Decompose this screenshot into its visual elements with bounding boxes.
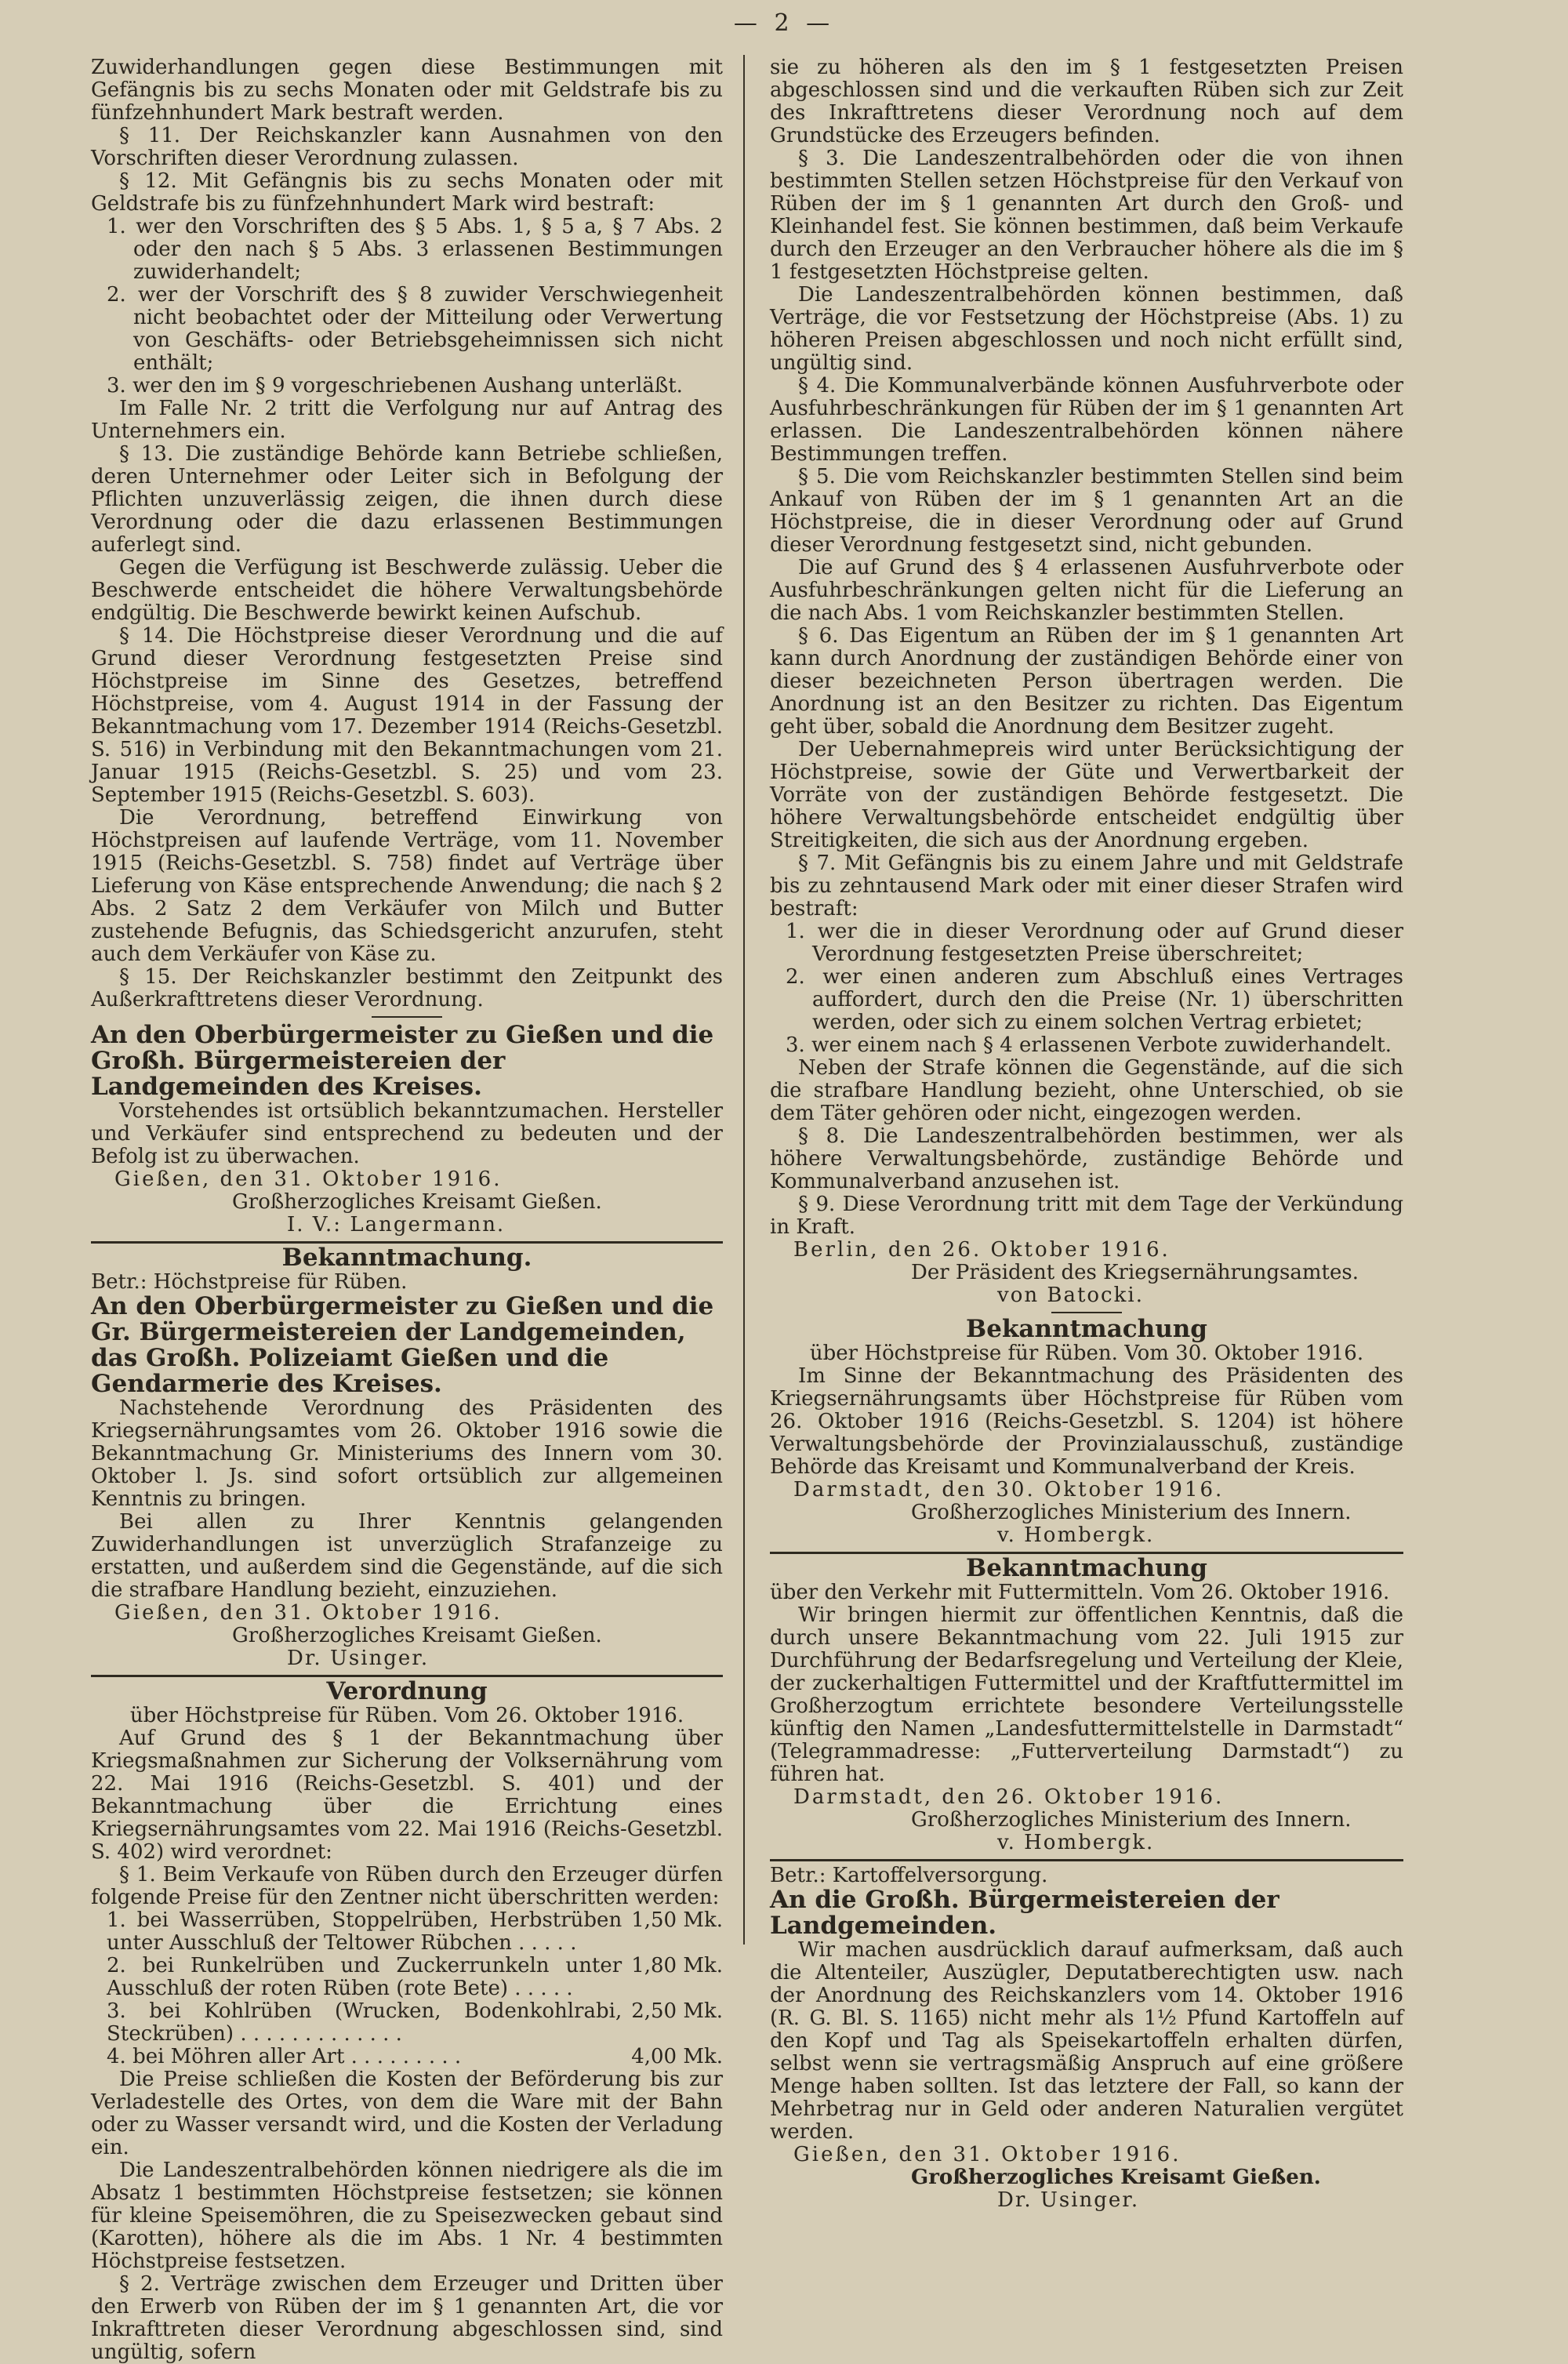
paragraph: Die Verordnung, betreffend Einwirkung von Höchstpreisen auf laufende Verträge, vom 11. November 1915 (Reichs-Gesetzbl. S. 758) findet auf Verträge über Lieferung von Käse entsprechende Anwendung; die nach § 2 Abs. 2 Satz 2 dem Verkäufer von Milch und Butter zustehende Befugnis, das Schiedsgericht anzurufen, steht auch dem Verkäufer von Käse zu. xyxy=(91,806,723,966)
price-row xyxy=(91,1909,723,1955)
notice-subtitle: über Höchstpreise für Rüben. Vom 30. Oktober 1916. xyxy=(809,1342,1364,1365)
paragraph: Vorstehendes ist ortsüblich bekanntzumachen. Hersteller und Verkäufer sind entsprechend zu bedeuten und der Befolg ist zu überwachen. xyxy=(91,1099,723,1168)
signature-office: Großherzogliches Kreisamt Gießen. xyxy=(232,1190,602,1214)
paragraph: Die Landeszentralbehörden können bestimmen, daß Verträge, die vor Festsetzung der Höchstpreise (Abs. 1) zu höheren Preisen abgeschlossen und noch nicht erfüllt sind, ungültig sind. xyxy=(770,283,1403,375)
paragraph: Nachstehende Verordnung des Präsidenten des Kriegsernährungsamtes vom 26. Oktober 1916 sowie die Bekanntmachung Gr. Ministeriums des Innern vom 30. Oktober l. Js. sind sofort ortsüblich zur allgemeinen Kenntnis zu bringen. xyxy=(91,1396,723,1511)
paragraph: Neben der Strafe können die Gegenstände, auf die sich die strafbare Handlung bezieht, ohne Unterschied, ob sie dem Täter gehören oder nicht, eingezogen werden. xyxy=(770,1056,1403,1125)
signature-date: Darmstadt, den 30. Oktober 1916. xyxy=(793,1478,1225,1502)
right-column xyxy=(770,56,1403,2212)
list-item: 3. wer den im § 9 vorgeschriebenen Aushang unterläßt. xyxy=(107,374,683,398)
paragraph: Die Preise schließen die Kosten der Beförderung bis zur Verladestelle des Ortes, von dem die Ware mit der Bahn oder zu Wasser versandt wird, und die Kosten der Verladung ein. xyxy=(91,2068,723,2159)
paragraph-section-3: § 3. Die Landeszentralbehörden oder die von ihnen bestimmten Stellen setzen Höchstpreise für den Verkauf von Rüben der im § 1 genannten Art durch den Groß- und Kleinhandel fest. Sie können bestimmen, daß beim Verkaufe durch den Erzeuger an den Verbraucher höhere als die im § 1 festgesetzten Höchstpreise gelten. xyxy=(770,147,1403,284)
notice-title: Bekanntmachung. xyxy=(281,1244,532,1272)
subject-line: Betr.: Höchstpreise für Rüben. xyxy=(91,1270,408,1294)
paragraph: sie zu höheren als den im § 1 festgesetzten Preisen abgeschlossen sind und die verkauften Rüben sich zur Zeit des Inkrafttretens dieser Verordnung noch auf dem Grundstücke des Erzeugers befinden. xyxy=(770,56,1403,147)
paragraph: Zuwiderhandlungen gegen diese Bestimmungen mit Gefängnis bis zu sechs Monaten oder mit Geldstrafe bis zu fünfzehnhundert Mark bestraft werden. xyxy=(91,56,723,125)
paragraph-section-13: § 13. Die zuständige Behörde kann Betriebe schließen, deren Unternehmer oder Leiter sich in Befolgung der Pflichten unzuverlässig zeigen, die ihnen durch diese Verordnung oder die dazu erlassenen Bestimmungen auferlegt sind. xyxy=(91,442,723,557)
price-value: 4,00 Mk. xyxy=(631,2045,723,2068)
signature-name: Dr. Usinger. xyxy=(287,1647,430,1670)
divider xyxy=(1051,1312,1122,1313)
notice-title: Bekanntmachung xyxy=(966,1554,1207,1582)
signature-date: Berlin, den 26. Oktober 1916. xyxy=(793,1238,1171,1262)
list-item: 1. wer den Vorschriften des § 5 Abs. 1, § 5 a, § 7 Abs. 2 oder den nach § 5 Abs. 3 erlassenen Bestimmungen zuwiderhandelt; xyxy=(107,215,723,284)
address-heading: An die Großh. Bürgermeistereien der Landgemeinden. xyxy=(770,1886,1279,1940)
paragraph-section-7: § 7. Mit Gefängnis bis zu einem Jahre und mit Geldstrafe bis zu zehntausend Mark oder mit einer dieser Strafen wird bestraft: xyxy=(770,852,1403,921)
price-label: 4. bei Möhren aller Art . . . . . . . . . xyxy=(107,2045,462,2068)
price-row xyxy=(91,1955,723,2000)
price-value: 1,80 Mk. xyxy=(631,1954,723,1977)
list-item: 1. wer die in dieser Verordnung oder auf Grund dieser Verordnung festgesetzten Preise überschreitet; xyxy=(786,920,1403,966)
paragraph: Im Falle Nr. 2 tritt die Verfolgung nur auf Antrag des Unternehmers ein. xyxy=(91,397,723,443)
address-heading: An den Oberbürgermeister zu Gießen und die Gr. Bürgermeistereien der Landgemeinden, das Großh. Polizeiamt Gießen und die Gendarmerie des Kreises. xyxy=(91,1292,714,1398)
paragraph-section-5: § 5. Die vom Reichskanzler bestimmten Stellen sind beim Ankauf von Rüben der im § 1 genannten Art an die Höchstpreise, die in dieser Verordnung oder auf Grund dieser Verordnung festgesetzt sind, nicht gebunden. xyxy=(770,465,1403,557)
paragraph: Auf Grund des § 1 der Bekanntmachung über Kriegsmaßnahmen zur Sicherung der Volksernährung vom 22. Mai 1916 (Reichs-Gesetzbl. S. 401) und der Bekanntmachung über die Errichtung eines Kriegsernährungsamtes vom 22. Mai 1916 (Reichs-Gesetzbl. S. 402) wird verordnet: xyxy=(91,1727,723,1864)
address-heading: An den Oberbürgermeister zu Gießen und die Großh. Bürgermeistereien der Landgemeinden des Kreises. xyxy=(91,1021,714,1101)
signature-name: v. Hombergk. xyxy=(997,1523,1155,1547)
list-item: 2. wer der Vorschrift des § 8 zuwider Verschwiegenheit nicht beobachtet oder der Mitteilung oder Verwertung von Geschäfts- oder Betriebsgeheimnissen sich nicht enthält; xyxy=(107,283,723,375)
paragraph: Im Sinne der Bekanntmachung des Präsidenten des Kriegsernährungsamts über Höchstpreise für Rüben vom 26. Oktober 1916 (Reichs-Gesetzbl. S. 1204) ist höhere Verwaltungsbehörde der Provinzialausschuß, zuständige Behörde das Kreisamt und Kommunalverband der Kreis. xyxy=(770,1364,1403,1479)
divider xyxy=(770,1859,1403,1861)
paragraph-section-11: § 11. Der Reichskanzler kann Ausnahmen von den Vorschriften dieser Verordnung zulassen. xyxy=(91,124,723,170)
signature-name: Dr. Usinger. xyxy=(997,2188,1140,2212)
paragraph-section-15: § 15. Der Reichskanzler bestimmt den Zeitpunkt des Außerkrafttretens dieser Verordnung. xyxy=(91,965,723,1011)
paragraph: Die Landeszentralbehörden können niedrigere als die im Absatz 1 bestimmten Höchstpreise festsetzen; sie können für kleine Speisemöhren, die zu Speisezwecken gebaut sind (Karotten), höhere als die im Abs. 1 Nr. 4 bestimmten Höchstpreise festsetzen. xyxy=(91,2159,723,2273)
signature-name: v. Hombergk. xyxy=(997,1831,1155,1854)
price-label: 3. bei Kohlrüben (Wrucken, Bodenkohlrabi, Steckrüben) . . . . . . . . . . . . . xyxy=(107,1999,622,2046)
paragraph: Die auf Grund des § 4 erlassenen Ausfuhrverbote oder Ausfuhrbeschränkungen gelten nicht für die Lieferung an die nach Abs. 1 vom Reichskanzler bestimmten Stellen. xyxy=(770,556,1403,625)
paragraph: Bei allen zu Ihrer Kenntnis gelangenden Zuwiderhandlungen ist unverzüglich Strafanzeige zu erstatten, und außerdem sind die Gegenstände, auf die sich die strafbare Handlung bezieht, einzuziehen. xyxy=(91,1510,723,1602)
paragraph-section-8: § 8. Die Landeszentralbehörden bestimmen, wer als höhere Verwaltungsbehörde, zuständige Behörde und Kommunalverband anzusehen ist. xyxy=(770,1124,1403,1193)
signature-office: Der Präsident des Kriegsernährungsamtes. xyxy=(911,1261,1359,1284)
notice-title: Bekanntmachung xyxy=(966,1315,1207,1343)
paragraph-section-4: § 4. Die Kommunalverbände können Ausfuhrverbote oder Ausfuhrbeschränkungen für Rüben der im § 1 genannten Art erlassen. Die Landeszentralbehörden können nähere Bestimmungen treffen. xyxy=(770,374,1403,466)
paragraph-section-14: § 14. Die Höchstpreise dieser Verordnung und die auf Grund dieser Verordnung festgesetzten Preise sind Höchstpreise im Sinne des Gesetzes, betreffend Höchstpreise, vom 4. August 1914 in der Fassung der Bekanntmachung vom 17. Dezember 1914 (Reichs-Gesetzbl. S. 516) in Verbindung mit den Bekanntmachungen vom 21. Januar 1915 (Reichs-Gesetzbl. S. 25) und vom 23. September 1915 (Reichs-Gesetzbl. S. 603). xyxy=(91,624,723,807)
notice-subtitle: über den Verkehr mit Futtermitteln. Vom 26. Oktober 1916. xyxy=(770,1581,1390,1604)
list-item: 3. wer einem nach § 4 erlassenen Verbote zuwiderhandelt. xyxy=(786,1033,1392,1057)
signature-date: Darmstadt, den 26. Oktober 1916. xyxy=(793,1785,1225,1809)
page-number: — 2 — xyxy=(733,9,835,37)
signature-name: I. V.: Langermann. xyxy=(287,1213,506,1236)
paragraph: Wir bringen hiermit zur öffentlichen Kenntnis, daß die durch unsere Bekanntmachung vom 22. Juli 1915 zur Durchführung der Bedarfsregelung und Verteilung der Kleie, der zuckerhaltigen Futtermittel und der Kraftfuttermittel im Großherzogtum errichtete besondere Verteilungsstelle künftig den Namen „Landesfuttermittelstelle in Darmstadt“ (Telegrammadresse: „Futterverteilung Darmstadt“) zu führen hat. xyxy=(770,1603,1403,1786)
paragraph-section-6: § 6. Das Eigentum an Rüben der im § 1 genannten Art kann durch Anordnung der zuständigen Behörde einer von dieser bezeichneten Person übertragen werden. Die Anordnung ist an den Besitzer zu richten. Das Eigentum geht über, sobald die Anordnung dem Besitzer zugeht. xyxy=(770,624,1403,739)
price-label: 2. bei Runkelrüben und Zuckerrunkeln unter Ausschluß der roten Rüben (rote Bete) . . . . . xyxy=(107,1954,622,2000)
signature-date: Gießen, den 31. Oktober 1916. xyxy=(793,2143,1181,2166)
signature-office: Großherzogliches Ministerium des Innern. xyxy=(911,1808,1352,1832)
ordinance-subtitle: über Höchstpreise für Rüben. Vom 26. Oktober 1916. xyxy=(129,1704,684,1727)
subject-line: Betr.: Kartoffelversorgung. xyxy=(770,1864,1048,1887)
signature-name: von Batocki. xyxy=(997,1284,1144,1307)
paragraph-section-1: § 1. Beim Verkaufe von Rüben durch den Erzeuger dürfen folgende Preise für den Zentner nicht überschritten werden: xyxy=(91,1863,723,1909)
paragraph: Der Uebernahmepreis wird unter Berücksichtigung der Höchstpreise, sowie der Güte und Verwertbarkeit der Vorräte von der zuständigen Behörde festgesetzt. Die höhere Verwaltungsbehörde entscheidet endgültig über Streitigkeiten, die sich aus der Anordnung ergeben. xyxy=(770,738,1403,852)
left-column xyxy=(91,56,723,2364)
price-row xyxy=(91,2000,723,2046)
paragraph-section-9: § 9. Diese Verordnung tritt mit dem Tage der Verkündung in Kraft. xyxy=(770,1193,1403,1239)
price-value: 1,50 Mk. xyxy=(631,1908,723,1932)
signature-date: Gießen, den 31. Oktober 1916. xyxy=(114,1167,503,1191)
signature-date: Gießen, den 31. Oktober 1916. xyxy=(114,1601,503,1625)
divider xyxy=(372,1016,442,1018)
price-value: 2,50 Mk. xyxy=(631,1999,723,2023)
signature-office: Großherzogliches Kreisamt Gießen. xyxy=(911,2166,1321,2189)
paragraph-section-2: § 2. Verträge zwischen dem Erzeuger und Dritten über den Erwerb von Rüben der im § 1 genannten Art, die vor Inkrafttreten dieser Verordnung abgeschlossen sind, sind ungültig, sofern xyxy=(91,2272,723,2364)
ordinance-title: Verordnung xyxy=(326,1677,488,1705)
paragraph: Wir machen ausdrücklich darauf aufmerksam, daß auch die Altenteiler, Auszügler, Deputatberechtigten usw. nach der Anordnung des Reichskanzlers vom 14. Oktober 1916 (R. G. Bl. S. 1165) nicht mehr als 1½ Pfund Kartoffeln auf den Kopf und Tag als Speisekartoffeln erhalten dürfen, selbst wenn sie vertragsmäßig Anspruch auf eine größere Menge haben sollten. Ist das letztere der Fall, so kann der Mehrbetrag nur in Geld oder anderen Naturalien vergütet werden. xyxy=(770,1938,1403,2144)
paragraph-section-12: § 12. Mit Gefängnis bis zu sechs Monaten oder mit Geldstrafe bis zu fünfzehnhundert Mark wird bestraft: xyxy=(91,169,723,216)
price-label: 1. bei Wasserrüben, Stoppelrüben, Herbstrüben unter Ausschluß der Teltower Rübchen . . . . . xyxy=(107,1908,622,1955)
column-divider xyxy=(743,55,745,1945)
price-row xyxy=(91,2046,723,2068)
signature-office: Großherzogliches Ministerium des Innern. xyxy=(911,1501,1352,1524)
signature-office: Großherzogliches Kreisamt Gießen. xyxy=(232,1624,602,1647)
paragraph: Gegen die Verfügung ist Beschwerde zulässig. Ueber die Beschwerde entscheidet die höhere Verwaltungsbehörde endgültig. Die Beschwerde bewirkt keinen Aufschub. xyxy=(91,556,723,625)
list-item: 2. wer einen anderen zum Abschluß eines Vertrages auffordert, durch den die Preise (Nr. 1) überschritten werden, oder sich zu einem solchen Vertrag erbietet; xyxy=(786,965,1403,1034)
